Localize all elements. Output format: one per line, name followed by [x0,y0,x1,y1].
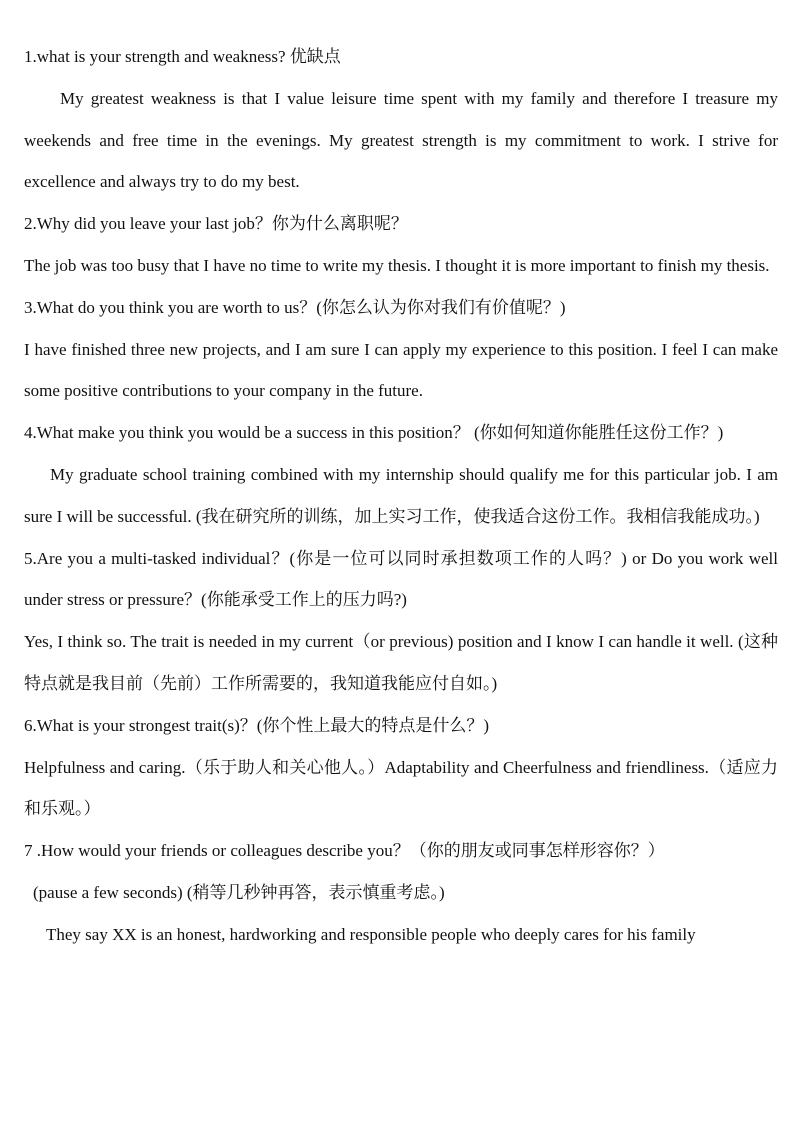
answer-6: Helpfulness and caring.（乐于助人和关心他人。）Adaptability and Cheerfulness and friendliness.（适应力和乐观。） [24,757,778,819]
answer-4: My graduate school training combined with my internship should qualify me for this particular job. I am sure I will be successful. (我在研究所的训练，加上实习工作，使我适合这份工作。我相信我能成功。) [24,464,778,526]
answer-2: The job was too busy that I have no time to write my thesis. I thought it is more important to finish my thesis. [24,255,770,275]
answer-3: I have finished three new projects, and I am sure I can apply my experience to this position. I feel I can make some positive contributions to your company in the future. [24,339,778,401]
answer-7-note: (pause a few seconds) (稍等几秒钟再答，表示慎重考虑。) [33,882,445,902]
question-1: 1.what is your strength and weakness? 优缺点 [24,47,341,66]
answer-5: Yes, I think so. The trait is needed in my current（or previous) position and I know I can handle it well. (这种特点就是我目前（先前）工作所需要的，我知道我能应付自如。) [24,632,778,693]
answer-1: My greatest weakness is that I value leisure time spent with my family and therefore I treasure my weekends and free time in the evenings. My greatest strength is my commitment to work. I strive for excellence and always try to do my best. [24,88,778,192]
question-5: 5.Are you a multi-tasked individual？(你是一位可以同时承担数项工作的人吗？) or Do you work well under stress or pressure？(你能承受工作上的压力吗?) [24,548,778,610]
answer-7: They say XX is an honest, hardworking and responsible people who deeply cares for his family [46,924,696,944]
question-6: 6.What is your strongest trait(s)？(你个性上最大的特点是什么？) [24,715,490,735]
question-4: 4.What make you think you would be a success in this position？ (你如何知道你能胜任这份工作？) [24,423,724,443]
question-3: 3.What do you think you are worth to us？(你怎么认为你对我们有价值呢？) [24,297,566,317]
question-7: 7 .How would your friends or colleagues describe you？（你的朋友或同事怎样形容你？） [24,841,665,861]
question-2: 2.Why did you leave your last job？你为什么离职呢？ [24,214,408,234]
